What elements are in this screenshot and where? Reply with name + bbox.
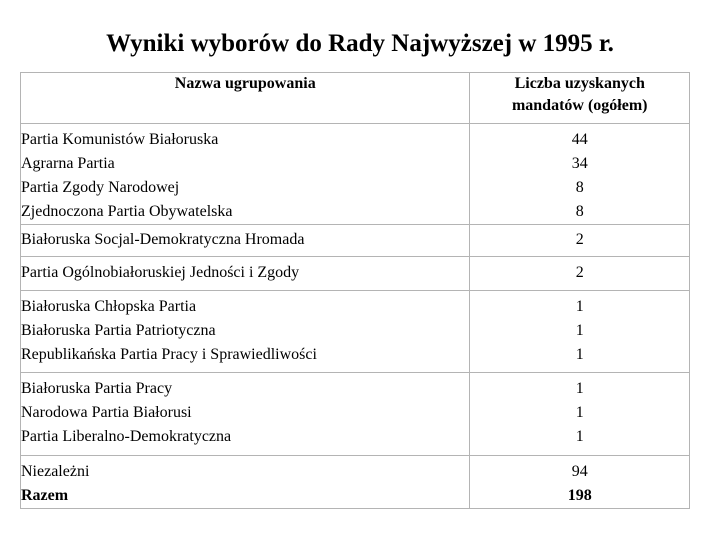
seat-count: 44 bbox=[571, 131, 588, 148]
seat-count: 1 bbox=[575, 322, 584, 339]
party-name: Agrarna Partia bbox=[21, 155, 115, 172]
seat-count: 2 bbox=[575, 264, 584, 281]
party-name: Białoruska Partia Pracy bbox=[21, 380, 173, 397]
seat-count: 34 bbox=[571, 155, 588, 172]
party-names-cell bbox=[21, 291, 470, 373]
party-names-cell bbox=[21, 373, 470, 456]
column-header-party-name: Nazwa ugrupowania bbox=[21, 73, 470, 124]
seat-count: 1 bbox=[575, 298, 584, 315]
party-names-cell bbox=[21, 456, 470, 509]
seats-cell bbox=[470, 373, 690, 456]
party-name: Niezależni bbox=[21, 463, 90, 480]
seats-cell bbox=[470, 291, 690, 373]
table-row bbox=[21, 456, 690, 509]
party-name: Partia Ogólnobiałoruskiej Jedności i Zgody bbox=[21, 264, 300, 281]
seat-count: 1 bbox=[575, 346, 584, 363]
party-name: Białoruska Socjal-Demokratyczna Hromada bbox=[21, 231, 305, 248]
table-row bbox=[21, 124, 690, 225]
seats-cell bbox=[470, 225, 690, 257]
seat-count: 8 bbox=[575, 203, 584, 220]
total-seat-count: 198 bbox=[567, 487, 592, 504]
party-name: Białoruska Chłopska Partia bbox=[21, 298, 197, 315]
table-row bbox=[21, 257, 690, 291]
seat-count: 2 bbox=[575, 231, 584, 248]
party-name: Zjednoczona Partia Obywatelska bbox=[21, 203, 233, 220]
party-name: Partia Komunistów Białoruska bbox=[21, 131, 219, 148]
election-results-table bbox=[20, 72, 690, 509]
party-names-cell bbox=[21, 257, 470, 291]
seat-count: 1 bbox=[575, 404, 584, 421]
seats-cell bbox=[470, 257, 690, 291]
table-row bbox=[21, 291, 690, 373]
column-header-seats-line-1: Liczba uzyskanych bbox=[514, 75, 645, 92]
seat-count: 8 bbox=[575, 179, 584, 196]
party-name: Partia Zgody Narodowej bbox=[21, 179, 180, 196]
column-header-seats-line-2: mandatów (ogółem) bbox=[511, 97, 648, 114]
party-name: Białoruska Partia Patriotyczna bbox=[21, 322, 216, 339]
party-name: Partia Liberalno-Demokratyczna bbox=[21, 428, 232, 445]
page-title: Wyniki wyborów do Rady Najwyższej w 1995 r. bbox=[106, 30, 614, 57]
total-label: Razem bbox=[21, 487, 69, 504]
seats-cell bbox=[470, 456, 690, 509]
party-names-cell bbox=[21, 124, 470, 225]
seat-count: 1 bbox=[575, 428, 584, 445]
party-names-cell bbox=[21, 225, 470, 257]
table-row bbox=[21, 225, 690, 257]
party-name: Narodowa Partia Białorusi bbox=[21, 404, 192, 421]
seat-count: 94 bbox=[571, 463, 588, 480]
seat-count: 1 bbox=[575, 380, 584, 397]
table-header-row bbox=[21, 73, 690, 124]
seats-cell bbox=[470, 124, 690, 225]
party-name: Republikańska Partia Pracy i Sprawiedliwości bbox=[21, 346, 317, 363]
table-row bbox=[21, 373, 690, 456]
column-header-seats bbox=[470, 73, 690, 124]
